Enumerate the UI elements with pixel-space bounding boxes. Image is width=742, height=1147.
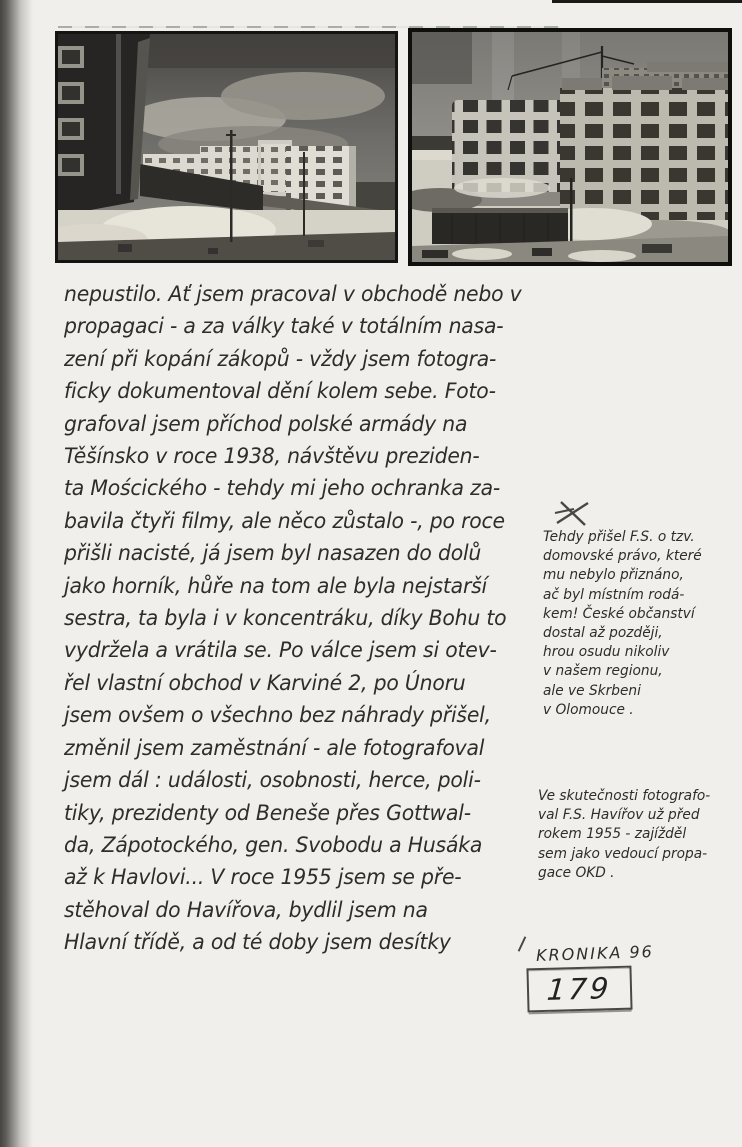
note-line: Ve skutečnosti fotografo- <box>538 788 711 804</box>
text-line: až k Havlovi... V roce 1955 jsem se pře- <box>64 865 462 890</box>
book-spine-shadow <box>0 0 34 1147</box>
hand-drawn-asterisk-icon <box>552 496 594 530</box>
scan-edge-line <box>552 0 742 3</box>
note-line: dostal až později, <box>543 625 663 642</box>
text-line: ta Moścického - tehdy mi jeho ochranka za- <box>64 476 501 501</box>
text-line: bavila čtyři filmy, ale něco zůstalo -, po roce <box>64 508 505 533</box>
text-line: vydržela a vrátila se. Po válce jsem si otev- <box>64 638 497 663</box>
margin-note-2 <box>538 787 710 883</box>
photo-right-illustration <box>412 32 728 262</box>
text-line: da, Zápotockého, gen. Svobodu a Husáka <box>64 832 483 857</box>
note-line: domovské právo, které <box>543 548 702 565</box>
note-line: hrou osudu nikoliv <box>543 644 670 661</box>
note-line: ale ve Skrbeni <box>543 682 641 699</box>
text-line: ficky dokumentoval dění kolem sebe. Foto- <box>64 379 496 404</box>
text-line: změnil jsem zaměstnání - ale fotografoval <box>64 735 485 760</box>
photo-building-skeletons-crane <box>408 28 732 266</box>
text-line: přišli nacisté, já jsem byl nasazen do dolů <box>64 541 482 566</box>
text-line: sestra, ta byla i v koncentráku, díky Bohu to <box>64 606 507 631</box>
text-line: stěhoval do Havířova, bydlil jsem na <box>64 897 428 922</box>
text-line: grafoval jsem příchod polské armády na <box>64 411 468 436</box>
text-line: Těšínsko v roce 1938, návštěvu preziden- <box>64 444 480 469</box>
photo-left-illustration <box>58 34 395 260</box>
text-line: jako horník, hůře na tom ale byla nejstarší <box>64 573 488 598</box>
text-line: nepustilo. Ať jsem pracoval v obchodě nebo v <box>64 282 522 306</box>
kronika-label: KRONIKA 96 <box>535 941 655 966</box>
page-number-box <box>526 966 632 1013</box>
note-line: sem jako vedoucí propa- <box>538 845 708 862</box>
note-line: mu nebylo přiznáno, <box>543 567 684 584</box>
margin-note-1 <box>543 528 702 720</box>
note-line: gace OKD . <box>538 864 615 881</box>
note-line: rokem 1955 - zajížděl <box>538 826 687 843</box>
photo-apartment-blocks-construction <box>55 31 398 263</box>
text-line: Hlavní třídě, a od té doby jsem desítky <box>64 930 451 955</box>
note-line: v Olomouce . <box>543 701 634 718</box>
text-line: řel vlastní obchod v Karviné 2, po Únoru <box>64 670 466 695</box>
note-line: ač byl místním rodá- <box>543 586 685 603</box>
note-line: val F.S. Havířov už před <box>538 807 700 824</box>
note-line: Tehdy přišel F.S. o tzv. <box>543 529 695 545</box>
text-line: jsem ovšem o všechno bez náhrady přišel, <box>64 703 491 728</box>
note-line: v našem regionu, <box>543 663 663 680</box>
text-line: tiky, prezidenty od Beneše přes Gottwal- <box>64 800 471 825</box>
text-line: jsem dál : události, osobnosti, herce, poli- <box>64 768 481 793</box>
note-line: kem! České občanství <box>543 605 695 622</box>
handwritten-main-text <box>64 278 537 959</box>
text-line: propagaci - a za války také v totálním nasa- <box>64 314 504 339</box>
text-line: zení při kopání zákopů - vždy jsem fotogra- <box>64 346 497 371</box>
page-number: 179 <box>545 971 614 1007</box>
